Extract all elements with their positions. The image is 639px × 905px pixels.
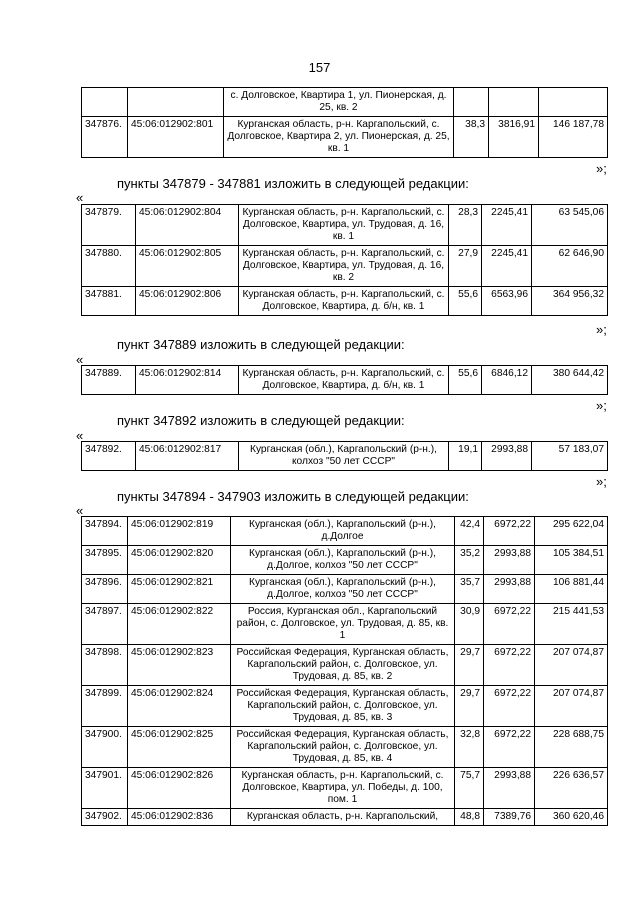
table-cell: 30,9	[455, 604, 484, 645]
table-cell: 2993,88	[482, 442, 532, 471]
table-cell: 42,4	[455, 517, 484, 546]
table-row	[82, 442, 608, 471]
table-cell: Курганская область, р-н. Каргапольский, с. Долговское, Квартира, ул. Трудовая, д. 16, кв. 1	[239, 205, 449, 246]
closing-quote: »;	[596, 398, 607, 413]
table-cell: 29,7	[455, 645, 484, 686]
table-cell: 105 384,51	[535, 546, 608, 575]
table-cell: 19,1	[449, 442, 482, 471]
table-cell: 45:06:012902:825	[128, 727, 231, 768]
table-cell: 347899.	[82, 686, 128, 727]
closing-quote: »;	[596, 322, 607, 337]
opening-quote: «	[76, 503, 84, 518]
table-cell: 35,2	[455, 546, 484, 575]
opening-quote: «	[76, 190, 84, 205]
section-heading: пункты 347894 - 347903 изложить в следующей редакции:	[117, 489, 469, 504]
table-cell: 45:06:012902:822	[128, 604, 231, 645]
section-heading: пункт 347892 изложить в следующей редакции:	[117, 413, 405, 428]
table-cell: Курганская (обл.), Каргапольский (р-н.), колхоз "50 лет СССР"	[239, 442, 449, 471]
table-cell: с. Долговское, Квартира 1, ул. Пионерская, д. 25, кв. 2	[224, 88, 454, 117]
table-cell: Курганская (обл.), Каргапольский (р-н.), д.Долгое	[231, 517, 455, 546]
table-cell: 62 646,90	[532, 246, 608, 287]
table-cell: 364 956,32	[532, 287, 608, 316]
table-cell: 347892.	[82, 442, 136, 471]
table-cell: 347895.	[82, 546, 128, 575]
section-heading: пункт 347889 изложить в следующей редакции:	[117, 337, 405, 352]
table-cell	[128, 88, 224, 117]
table-cell: 6972,22	[484, 686, 535, 727]
table-cell: 228 688,75	[535, 727, 608, 768]
table-cell: Курганская область, р-н. Каргапольский, с. Долговское, Квартира, д. б/н, кв. 1	[239, 366, 449, 395]
table-cell: Курганская (обл.), Каргапольский (р-н.), д.Долгое, колхоз "50 лет СССР"	[231, 575, 455, 604]
page-number: 157	[308, 60, 331, 75]
table-cell	[489, 88, 539, 117]
table-cell: 2993,88	[484, 768, 535, 809]
table-cell: 75,7	[455, 768, 484, 809]
table-cell: 45:06:012902:801	[128, 117, 224, 158]
table-cell: 45:06:012902:826	[128, 768, 231, 809]
table-cell: 347894.	[82, 517, 128, 546]
table-cell: 6972,22	[484, 604, 535, 645]
table-cell: 207 074,87	[535, 686, 608, 727]
table-cell: 45:06:012902:823	[128, 645, 231, 686]
table-cell: 347898.	[82, 645, 128, 686]
table-cell: 6972,22	[484, 727, 535, 768]
table-cell: 347880.	[82, 246, 136, 287]
table-cell: Курганская область, р-н. Каргапольский, с. Долговское, Квартира, ул. Победы, д. 100, пом. 1	[231, 768, 455, 809]
table-cell: Россия, Курганская обл., Каргапольский район, с. Долговское, ул. Трудовая, д. 85, кв. 1	[231, 604, 455, 645]
table-cell: 347902.	[82, 809, 128, 826]
table-cell: 45:06:012902:821	[128, 575, 231, 604]
table-row	[82, 686, 608, 727]
table-cell: 2993,88	[484, 575, 535, 604]
table-cell: 45:06:012902:806	[136, 287, 239, 316]
table-cell: 347900.	[82, 727, 128, 768]
table-cell: 347897.	[82, 604, 128, 645]
table-cell: 360 620,46	[535, 809, 608, 826]
table-row	[82, 517, 608, 546]
table-cell: 347876.	[82, 117, 128, 158]
table-cell: 215 441,53	[535, 604, 608, 645]
table-cell: 28,3	[449, 205, 482, 246]
table-cell: Курганская (обл.), Каргапольский (р-н.), д.Долгое, колхоз "50 лет СССР"	[231, 546, 455, 575]
table-cell: 106 881,44	[535, 575, 608, 604]
table-row	[82, 645, 608, 686]
table-cell: 57 183,07	[532, 442, 608, 471]
table-row	[82, 546, 608, 575]
table-cell: 48,8	[455, 809, 484, 826]
table-cell: 6846,12	[482, 366, 532, 395]
table-cell: 45:06:012902:805	[136, 246, 239, 287]
table-row	[82, 809, 608, 826]
table-cell: 207 074,87	[535, 645, 608, 686]
table-cell: 45:06:012902:817	[136, 442, 239, 471]
registry-table	[81, 441, 608, 471]
table-cell	[454, 88, 489, 117]
section-heading: пункты 347879 - 347881 изложить в следующей редакции:	[117, 176, 469, 191]
table-row	[82, 287, 608, 316]
table-cell: 347901.	[82, 768, 128, 809]
table-cell: 35,7	[455, 575, 484, 604]
closing-quote: »;	[596, 474, 607, 489]
opening-quote: «	[76, 352, 84, 367]
table-cell: Курганская область, р-н. Каргапольский, с. Долговское, Квартира 2, ул. Пионерская, д. 25, кв. 1	[224, 117, 454, 158]
table-cell: 38,3	[454, 117, 489, 158]
table-cell: 45:06:012902:820	[128, 546, 231, 575]
table-cell: 45:06:012902:814	[136, 366, 239, 395]
table-cell: 347881.	[82, 287, 136, 316]
table-cell: Российская Федерация, Курганская область, Каргапольский район, с. Долговское, ул. Трудовая, д. 85, кв. 4	[231, 727, 455, 768]
table-cell: Курганская область, р-н. Каргапольский,	[231, 809, 455, 826]
table-cell: Курганская область, р-н. Каргапольский, с. Долговское, Квартира, ул. Трудовая, д. 16, кв. 2	[239, 246, 449, 287]
table-row	[82, 727, 608, 768]
table-cell: 32,8	[455, 727, 484, 768]
table-row	[82, 768, 608, 809]
table-cell: 45:06:012902:804	[136, 205, 239, 246]
table-row	[82, 88, 608, 117]
opening-quote: «	[76, 428, 84, 443]
table-cell: 45:06:012902:819	[128, 517, 231, 546]
table-row	[82, 117, 608, 158]
table-cell: 226 636,57	[535, 768, 608, 809]
table-cell: 55,6	[449, 366, 482, 395]
table-cell: Российская Федерация, Курганская область, Каргапольский район, с. Долговское, ул. Трудовая, д. 85, кв. 3	[231, 686, 455, 727]
table-row	[82, 205, 608, 246]
table-row	[82, 575, 608, 604]
table-cell: 380 644,42	[532, 366, 608, 395]
table-cell: 6972,22	[484, 645, 535, 686]
table-cell: 63 545,06	[532, 205, 608, 246]
table-cell: 146 187,78	[539, 117, 608, 158]
table-cell: 2245,41	[482, 205, 532, 246]
registry-table	[81, 204, 608, 316]
table-cell: 347889.	[82, 366, 136, 395]
closing-quote: »;	[596, 161, 607, 176]
table-cell: 6972,22	[484, 517, 535, 546]
table-cell: 55,6	[449, 287, 482, 316]
table-cell	[82, 88, 128, 117]
table-cell: 27,9	[449, 246, 482, 287]
table-cell: Курганская область, р-н. Каргапольский, с. Долговское, Квартира, д. б/н, кв. 1	[239, 287, 449, 316]
table-cell: 347879.	[82, 205, 136, 246]
table-cell: 29,7	[455, 686, 484, 727]
table-cell	[539, 88, 608, 117]
table-cell: 6563,96	[482, 287, 532, 316]
table-cell: 2993,88	[484, 546, 535, 575]
table-cell: 2245,41	[482, 246, 532, 287]
table-cell: 3816,91	[489, 117, 539, 158]
table-row	[82, 366, 608, 395]
registry-table-top	[81, 87, 608, 158]
table-cell: 347896.	[82, 575, 128, 604]
table-cell: 295 622,04	[535, 517, 608, 546]
registry-table	[81, 365, 608, 395]
table-cell: 45:06:012902:836	[128, 809, 231, 826]
table-cell: 7389,76	[484, 809, 535, 826]
table-cell: 45:06:012902:824	[128, 686, 231, 727]
table-row	[82, 246, 608, 287]
registry-table	[81, 516, 608, 826]
table-row	[82, 604, 608, 645]
table-cell: Российская Федерация, Курганская область, Каргапольский район, с. Долговское, ул. Трудовая, д. 85, кв. 2	[231, 645, 455, 686]
